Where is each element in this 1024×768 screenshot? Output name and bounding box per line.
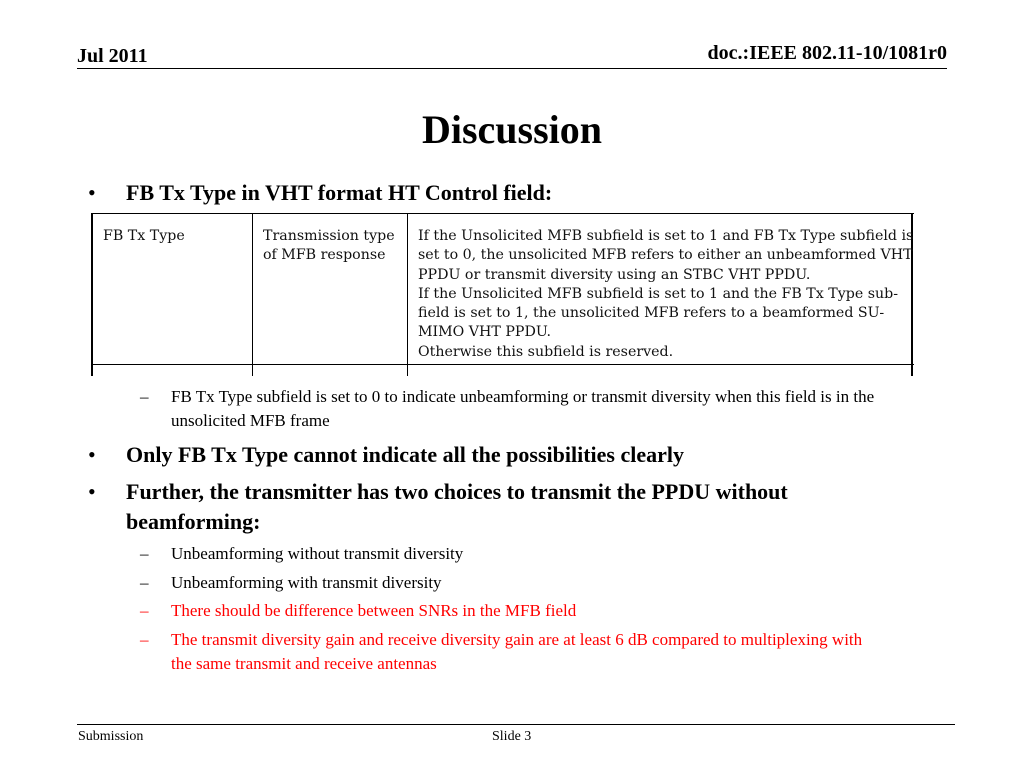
dash-marker: –: [140, 387, 149, 406]
fb-tx-type-table: [91, 213, 914, 376]
dash-marker: –: [140, 630, 149, 649]
table-cell-line: PPDU or transmit diversity using an STBC VHT PPDU.: [418, 266, 811, 283]
footer-slide-number: Slide 3: [492, 729, 532, 744]
sub-bullet-item: [140, 571, 941, 595]
dash-marker: –: [140, 544, 149, 563]
sub-bullet-item-highlight: [140, 599, 941, 623]
table-column-divider: [407, 213, 408, 376]
sub-bullet-text: Unbeamforming with transmit diversity: [171, 573, 442, 592]
table-cell-line: If the Unsolicited MFB subfield is set to 1 and the FB Tx Type sub-: [418, 285, 899, 302]
sub-bullet-text: Unbeamforming without transmit diversity: [171, 544, 464, 563]
table-cell-line: Otherwise this subfield is reserved.: [418, 343, 674, 360]
slide-title: Discussion: [421, 107, 603, 152]
bullet-marker: •: [88, 479, 96, 504]
table-cell-line: of MFB response: [263, 247, 386, 264]
dash-marker: –: [140, 573, 149, 592]
table-cell-description: [418, 227, 913, 362]
dash-marker: –: [140, 601, 149, 620]
table-cell-line: MIMO VHT PPDU.: [418, 324, 552, 341]
header-divider: [77, 68, 947, 69]
bullet-marker: •: [88, 180, 96, 205]
header-doc-id: doc.:IEEE 802.11-10/1081r0: [707, 42, 947, 64]
table-cell-line: field is set to 1, the unsolicited MFB refers to a beamformed SU-: [418, 305, 885, 322]
table-cell-line: If the Unsolicited MFB subfield is set to 1 and FB Tx Type subfield is: [418, 228, 914, 244]
table-column-divider: [252, 213, 253, 376]
header-date: Jul 2011: [77, 45, 148, 67]
table-border-bottom: [91, 364, 914, 365]
table-border-left: [91, 213, 93, 376]
sub-bullet-text: There should be difference between SNRs in the MFB field: [171, 601, 577, 620]
bullet-text: Only FB Tx Type cannot indicate all the possibilities clearly: [126, 442, 684, 467]
table-cell-line: Transmission type: [263, 228, 395, 244]
sub-bullet-item: [140, 542, 941, 566]
sub-bullet-item-highlight: [140, 628, 871, 676]
footer-divider: [77, 724, 955, 725]
sub-bullet-text: The transmit diversity gain and receive diversity gain are at least 6 dB compared to multiplexing with the same transmit and receive antennas: [171, 630, 863, 673]
bullet-text: Further, the transmitter has two choices to transmit the PPDU without beamforming:: [126, 479, 788, 534]
sub-bullet-item: [140, 385, 941, 433]
table-cell-meaning: [263, 227, 395, 266]
table-cell-line: set to 0, the unsolicited MFB refers to either an unbeamformed VHT: [418, 247, 913, 264]
bullet-item: [88, 178, 926, 208]
table-cell-field: FB Tx Type: [103, 228, 185, 244]
bullet-item: [88, 440, 926, 470]
bullet-item: [88, 477, 926, 537]
sub-bullet-text: FB Tx Type subfield is set to 0 to indicate unbeamforming or transmit diversity when this field is in the unsolicited MFB frame: [171, 387, 875, 430]
footer-submission: Submission: [78, 729, 144, 744]
bullet-text: FB Tx Type in VHT format HT Control field:: [126, 180, 553, 205]
table-border-top: [91, 213, 914, 214]
bullet-marker: •: [88, 442, 96, 467]
